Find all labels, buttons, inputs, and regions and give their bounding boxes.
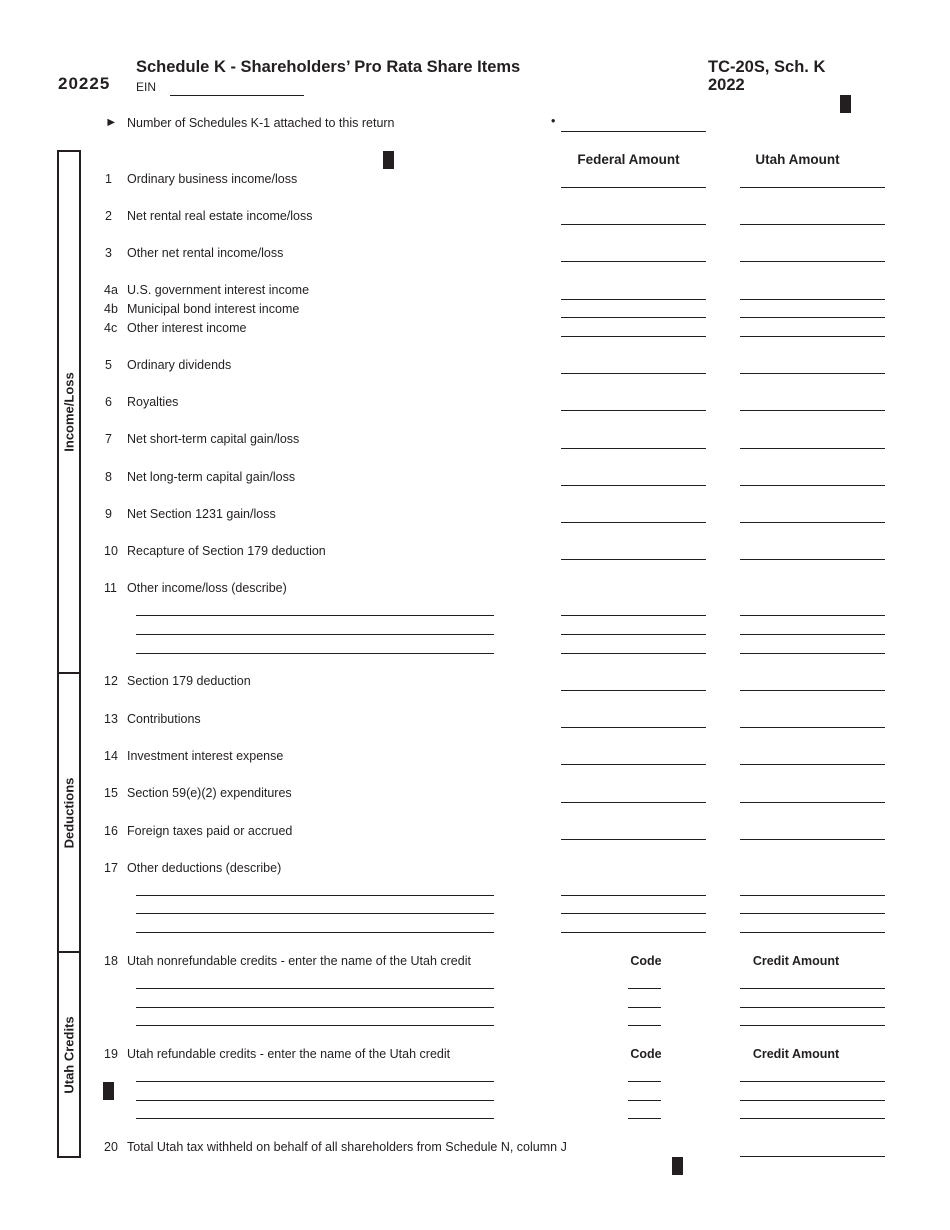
utah-amount-field[interactable] <box>740 299 885 300</box>
federal-amount-field[interactable] <box>561 615 706 616</box>
utah-amount-header: Utah Amount <box>755 152 840 167</box>
ein-field[interactable] <box>170 95 304 96</box>
registration-mark <box>383 151 394 169</box>
federal-amount-field[interactable] <box>561 373 706 374</box>
utah-amount-field[interactable] <box>740 690 885 691</box>
federal-amount-field[interactable] <box>561 932 706 933</box>
federal-amount-field[interactable] <box>561 913 706 914</box>
utah-amount-field[interactable] <box>740 913 885 914</box>
utah-amount-field[interactable] <box>740 615 885 616</box>
line-label: Net short-term capital gain/loss <box>127 432 300 446</box>
registration-mark <box>672 1157 683 1175</box>
utah-amount-field[interactable] <box>740 653 885 654</box>
utah-amount-field[interactable] <box>740 485 885 486</box>
credit-name-field[interactable] <box>136 1118 494 1119</box>
credit-amount-field[interactable] <box>740 1081 885 1082</box>
utah-amount-field[interactable] <box>740 764 885 765</box>
registration-mark <box>103 1082 114 1100</box>
utah-amount-field[interactable] <box>740 932 885 933</box>
line-label: Contributions <box>127 712 201 726</box>
line-number: 20 <box>104 1140 118 1154</box>
line-number: 4c <box>104 321 118 335</box>
line-number: 8 <box>105 470 112 484</box>
federal-amount-field[interactable] <box>561 895 706 896</box>
utah-amount-field[interactable] <box>740 317 885 318</box>
line-label: Net Section 1231 gain/loss <box>127 507 276 521</box>
credit-amount-field[interactable] <box>740 1025 885 1026</box>
k1-count-field[interactable] <box>561 131 706 132</box>
federal-amount-field[interactable] <box>561 317 706 318</box>
credit-code-field[interactable] <box>628 1118 661 1119</box>
credit-name-field[interactable] <box>136 1081 494 1082</box>
line-label: Foreign taxes paid or accrued <box>127 824 293 838</box>
bullet-icon: • <box>551 114 556 128</box>
line-label: Ordinary business income/loss <box>127 172 298 186</box>
federal-amount-field[interactable] <box>561 187 706 188</box>
federal-amount-field[interactable] <box>561 727 706 728</box>
federal-amount-field[interactable] <box>561 448 706 449</box>
credit-code-field[interactable] <box>628 1081 661 1082</box>
line-number: 16 <box>104 824 118 838</box>
utah-amount-field[interactable] <box>740 410 885 411</box>
federal-amount-field[interactable] <box>561 485 706 486</box>
line-number: 1 <box>105 172 112 186</box>
utah-amount-field[interactable] <box>740 224 885 225</box>
line-number: 6 <box>105 395 112 409</box>
description-field[interactable] <box>136 895 494 896</box>
line-label: Other income/loss (describe) <box>127 581 287 595</box>
line-number: 12 <box>104 674 118 688</box>
line-number: 10 <box>104 544 118 558</box>
federal-amount-field[interactable] <box>561 224 706 225</box>
federal-amount-field[interactable] <box>561 559 706 560</box>
line-label: Utah nonrefundable credits - enter the name of the Utah credit <box>127 954 471 968</box>
code-header: Code <box>630 1047 662 1061</box>
federal-amount-field[interactable] <box>561 522 706 523</box>
registration-mark <box>840 95 851 113</box>
federal-amount-field[interactable] <box>561 634 706 635</box>
federal-amount-field[interactable] <box>561 690 706 691</box>
credit-name-field[interactable] <box>136 1007 494 1008</box>
description-field[interactable] <box>136 913 494 914</box>
utah-amount-field[interactable] <box>740 895 885 896</box>
credit-name-field[interactable] <box>136 1100 494 1101</box>
line-number: 19 <box>104 1047 118 1061</box>
section-utah-credits <box>57 951 81 1158</box>
credit-amount-header: Credit Amount <box>752 1047 840 1061</box>
line-label: Total Utah tax withheld on behalf of all shareholders from Schedule N, column J <box>127 1140 567 1154</box>
federal-amount-field[interactable] <box>561 410 706 411</box>
federal-amount-field[interactable] <box>561 299 706 300</box>
line-number: 17 <box>104 861 118 875</box>
credit-code-field[interactable] <box>628 988 661 989</box>
credit-name-field[interactable] <box>136 988 494 989</box>
form-id <box>708 58 825 94</box>
line-number: 14 <box>104 749 118 763</box>
utah-amount-field[interactable] <box>740 336 885 337</box>
line-number: 7 <box>105 432 112 446</box>
line-number: 13 <box>104 712 118 726</box>
description-field[interactable] <box>136 932 494 933</box>
k1-count-label: Number of Schedules K-1 attached to this return <box>127 116 395 130</box>
federal-amount-field[interactable] <box>561 839 706 840</box>
utah-amount-field[interactable] <box>740 802 885 803</box>
section-deductions <box>57 672 81 953</box>
description-field[interactable] <box>136 634 494 635</box>
arrow-icon: ► <box>105 115 118 129</box>
utah-amount-field[interactable] <box>740 261 885 262</box>
federal-amount-field[interactable] <box>561 261 706 262</box>
line-number: 9 <box>105 507 112 521</box>
line-label: Recapture of Section 179 deduction <box>127 544 326 558</box>
credit-amount-field[interactable] <box>740 1007 885 1008</box>
form-number: 20225 <box>58 74 111 93</box>
line-number: 18 <box>104 954 118 968</box>
utah-amount-field[interactable] <box>740 373 885 374</box>
line-number: 11 <box>104 581 117 595</box>
line-number: 15 <box>104 786 118 800</box>
utah-amount-field[interactable] <box>740 448 885 449</box>
credit-amount-field[interactable] <box>740 1100 885 1101</box>
federal-amount-field[interactable] <box>561 336 706 337</box>
line-label: Section 179 deduction <box>127 674 251 688</box>
credit-name-field[interactable] <box>136 1025 494 1026</box>
federal-amount-field[interactable] <box>561 764 706 765</box>
line-number: 2 <box>105 209 112 223</box>
line-label: Ordinary dividends <box>127 358 232 372</box>
federal-amount-header: Federal Amount <box>577 152 680 167</box>
section-income-loss <box>57 150 81 674</box>
line-label: U.S. government interest income <box>127 283 310 297</box>
line-label: Investment interest expense <box>127 749 284 763</box>
line-number: 3 <box>105 246 112 260</box>
utah-amount-field[interactable] <box>740 522 885 523</box>
utah-amount-field[interactable] <box>740 839 885 840</box>
line-label: Net rental real estate income/loss <box>127 209 313 223</box>
section-utah-credits-label: Utah Credits <box>61 1015 77 1094</box>
federal-amount-field[interactable] <box>561 653 706 654</box>
description-field[interactable] <box>136 615 494 616</box>
credit-code-field[interactable] <box>628 1007 661 1008</box>
ein-label: EIN <box>136 80 157 94</box>
utah-amount-field[interactable] <box>740 187 885 188</box>
line-number: 5 <box>105 358 112 372</box>
federal-amount-field[interactable] <box>561 802 706 803</box>
credit-code-field[interactable] <box>628 1100 661 1101</box>
utah-withheld-field[interactable] <box>740 1156 885 1157</box>
line-number: 4a <box>104 283 118 297</box>
line-label: Royalties <box>127 395 179 409</box>
description-field[interactable] <box>136 653 494 654</box>
code-header: Code <box>630 954 662 968</box>
utah-amount-field[interactable] <box>740 559 885 560</box>
credit-code-field[interactable] <box>628 1025 661 1026</box>
section-deductions-label: Deductions <box>61 777 77 848</box>
line-label: Utah refundable credits - enter the name of the Utah credit <box>127 1047 451 1061</box>
credit-amount-field[interactable] <box>740 988 885 989</box>
credit-amount-field[interactable] <box>740 1118 885 1119</box>
form-year: 2022 <box>708 76 745 94</box>
utah-amount-field[interactable] <box>740 727 885 728</box>
line-number: 4b <box>104 302 118 316</box>
line-label: Other deductions (describe) <box>127 861 282 875</box>
line-label: Section 59(e)(2) expenditures <box>127 786 292 800</box>
utah-amount-field[interactable] <box>740 634 885 635</box>
credit-amount-header: Credit Amount <box>752 954 840 968</box>
section-income-loss-label: Income/Loss <box>61 372 77 452</box>
line-label: Municipal bond interest income <box>127 302 300 316</box>
line-label: Other interest income <box>127 321 247 335</box>
line-label: Other net rental income/loss <box>127 246 284 260</box>
form-id-text: TC-20S, Sch. K <box>708 58 826 76</box>
page-title: Schedule K - Shareholders’ Pro Rata Share Items <box>136 58 521 76</box>
line-label: Net long-term capital gain/loss <box>127 470 296 484</box>
